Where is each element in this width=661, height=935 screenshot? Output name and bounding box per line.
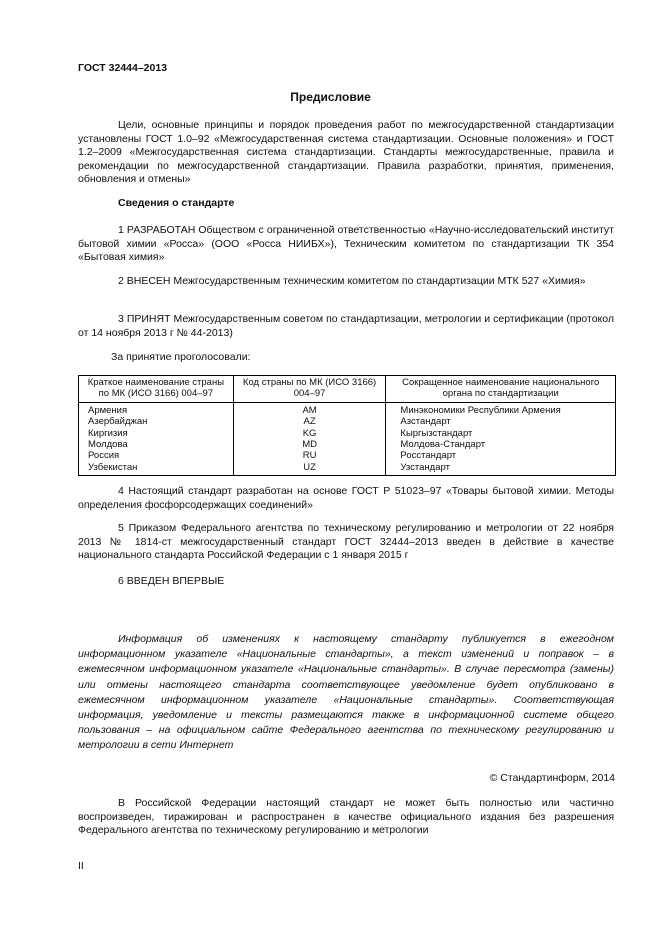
country-name: Азербайджан — [79, 416, 234, 427]
country-name: Молдова — [79, 439, 234, 450]
column-header-country-name: Краткое наименование страны по МК (ИСО 3166) 004–97 — [79, 376, 234, 403]
column-header-country-code: Код страны по МК (ИСО 3166) 004–97 — [233, 376, 386, 403]
country-code: AM — [233, 402, 386, 416]
copyright-notice: © Стандартинформ, 2014 — [489, 772, 615, 784]
section-heading: Сведения о стандарте — [118, 197, 235, 209]
country-name: Россия — [79, 450, 234, 461]
country-code: KG — [233, 428, 386, 439]
standards-body: Узстандарт — [386, 462, 616, 476]
item-adopted: 3 ПРИНЯТ Межгосударственным советом по стандартизации, метрологии и сертификации (протокол от 14 ноября 2013 г № 44-2013) — [78, 313, 614, 339]
table-row — [79, 439, 616, 450]
country-name: Армения — [79, 402, 234, 416]
standards-body: Кыргызстандарт — [386, 428, 616, 439]
country-code: RU — [233, 450, 386, 461]
country-code: AZ — [233, 416, 386, 427]
table-row — [79, 416, 616, 427]
intro-paragraph: Цели, основные принципы и порядок проведения работ по межгосударственной стандартизации установлены ГОСТ 1.0–92 «Межгосударственная система стандартизации. Основные положения» и ГОСТ 1.2–2009 «Межгосударственная система стандартизации. Стандарты межгосударственные, правила и рекомендации по межгосударственной стандартизации. Правила разработки, принятия, применения, обновления и отмены» — [78, 119, 614, 185]
item-based-on: 4 Настоящий стандарт разработан на основе ГОСТ Р 51023–97 «Товары бытовой химии. Методы определения фосфорсодержащих соединений» — [78, 485, 614, 511]
table-row — [79, 428, 616, 439]
item-developed: 1 РАЗРАБОТАН Обществом с ограниченной ответственностью «Научно-исследовательский институт бытовой химии «Росса» (ООО «Росса НИИБХ»), Техническим комитетом по стандартизации ТК 354 «Бытовая химия» — [78, 224, 614, 263]
voted-label: За принятие проголосовали: — [111, 351, 251, 363]
voting-countries-table — [78, 375, 616, 476]
item-first-introduced: 6 ВВЕДЕН ВПЕРВЫЕ — [118, 575, 225, 587]
standards-body: Росстандарт — [386, 450, 616, 461]
item-introduced: 2 ВНЕСЕН Межгосударственным техническим комитетом по стандартизации МТК 527 «Химия» — [118, 275, 586, 287]
table-row — [79, 462, 616, 476]
table-header-row — [79, 376, 616, 403]
country-name: Узбекистан — [79, 462, 234, 476]
changes-info-notice: Информация об изменениях к настоящему стандарту публикуется в ежегодном информационном указателе «Национальные стандарты», а текст изменений и поправок – в ежемесячном информационном указателе «Национальные стандарты». В случае пересмотра (замены) или отмены настоящего стандарта соответствующее уведомление будет опубликовано в ежемесячном информационном указателе «Национальные стандарты». Соответствующая информация, уведомление и тексты размещаются также в информационной системе общего пользования – на официальном сайте Федерального агентства по техническому регулированию и метрологии в сети Интернет — [78, 633, 614, 752]
standards-body: Молдова-Стандарт — [386, 439, 616, 450]
table-row — [79, 450, 616, 461]
item-order: 5 Приказом Федерального агентства по техническому регулированию и метрологии от 22 ноября 2013 № 1814-ст межгосударственный стандарт ГОСТ 32444–2013 введен в действие в качестве национального стандарта Российской Федерации с 1 января 2015 г — [78, 522, 614, 561]
page-number: II — [78, 860, 84, 872]
standards-body: Минэкономики Республики Армения — [386, 402, 616, 416]
reproduction-notice: В Российской Федерации настоящий стандарт не может быть полностью или частично воспроизведен, тиражирован и распространен в качестве официального издания без разрешения Федерального агентства по техническому регулированию и метрологии — [78, 797, 614, 836]
column-header-standards-body: Сокращенное наименование национального органа по стандартизации — [386, 376, 616, 403]
country-name: Киргизия — [79, 428, 234, 439]
table-row — [79, 402, 616, 416]
standard-id: ГОСТ 32444–2013 — [78, 62, 168, 74]
country-code: MD — [233, 439, 386, 450]
standards-body: Азстандарт — [386, 416, 616, 427]
page-title: Предисловие — [290, 90, 371, 104]
country-code: UZ — [233, 462, 386, 476]
